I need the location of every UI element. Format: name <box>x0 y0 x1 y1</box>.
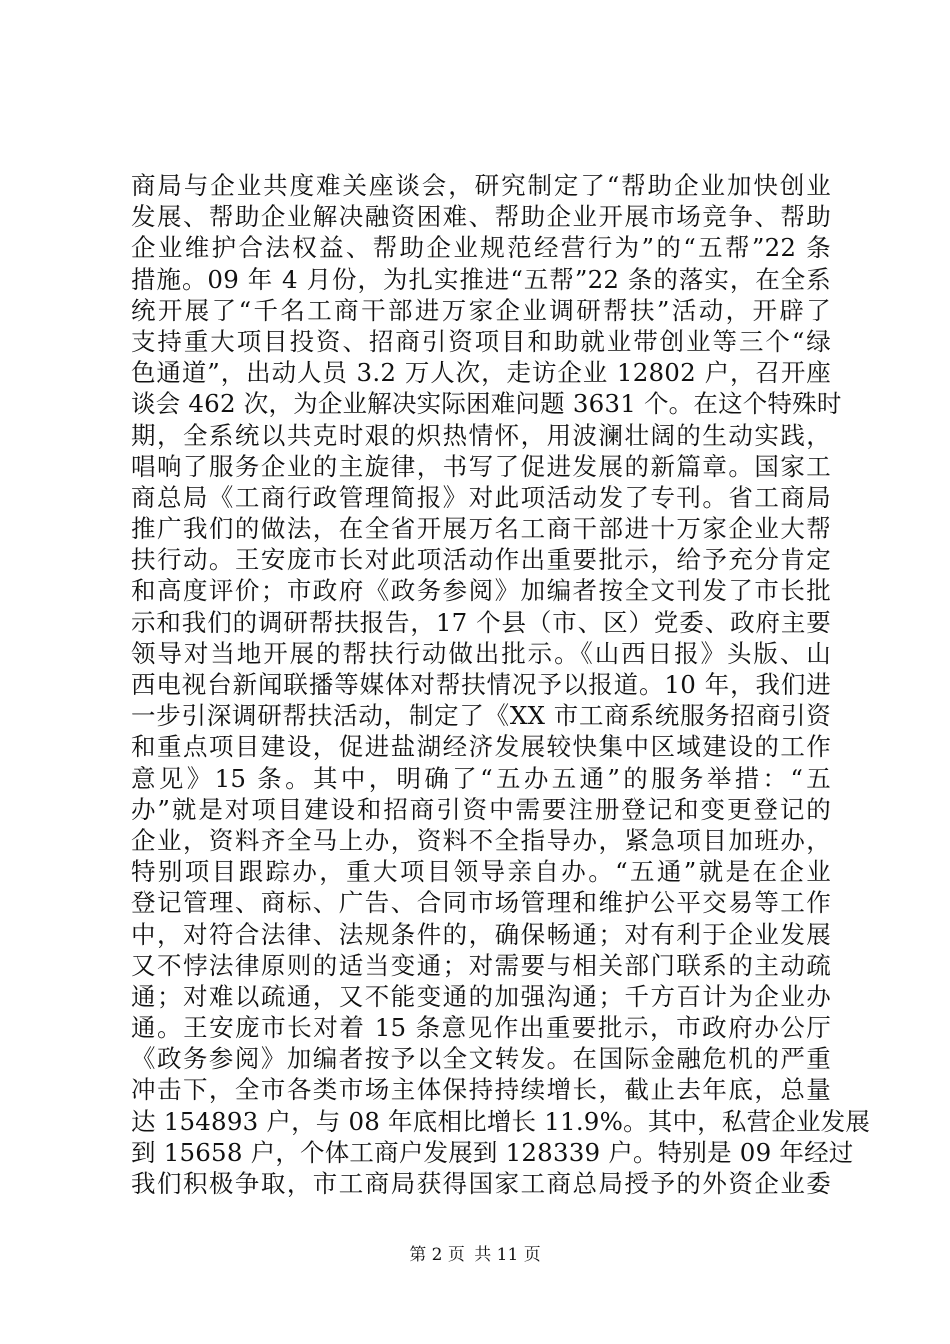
text-line: 商总局《工商行政管理简报》对此项活动发了专刊。省工商局 <box>131 482 831 512</box>
text-line: 达 154893 户，与 08 年底相比增长 11.9%。其中，私营企业发展 <box>131 1106 871 1136</box>
text-line: 期，全系统以共克时艰的炽热情怀，用波澜壮阔的生动实践， <box>131 420 831 450</box>
text-line: 支持重大项目投资、招商引资项目和助就业带创业等三个“绿 <box>131 326 831 356</box>
text-line: 唱响了服务企业的主旋律，书写了促进发展的新篇章。国家工 <box>131 451 831 481</box>
text-line: 《政务参阅》加编者按予以全文转发。在国际金融危机的严重 <box>131 1044 831 1074</box>
text-line: 我们积极争取，市工商局获得国家工商总局授予的外资企业委 <box>131 1169 831 1198</box>
text-line: 企业，资料齐全马上办，资料不全指导办，紧急项目加班办， <box>131 825 831 855</box>
text-line: 措施。09 年 4 月份，为扎实推进“五帮”22 条的落实，在全系 <box>131 264 831 294</box>
text-line: 统开展了“千名工商干部进万家企业调研帮扶”活动，开辟了 <box>131 295 831 325</box>
page-total: 共 11 页 <box>474 1245 541 1265</box>
text-line: 和高度评价；市政府《政务参阅》加编者按全文刊发了市长批 <box>131 576 831 606</box>
text-line: 色通道”，出动人员 3.2 万人次，走访企业 12802 户，召开座 <box>131 358 831 388</box>
page-number: 第 2 页 <box>409 1245 465 1265</box>
text-line: 又不悖法律原则的适当变通；对需要与相关部门联系的主动疏 <box>131 950 831 980</box>
text-line: 冲击下，全市各类市场主体保持持续增长，截止去年底，总量 <box>131 1075 831 1105</box>
text-line: 通。王安庞市长对着 15 条意见作出重要批示，市政府办公厅 <box>131 1013 831 1043</box>
text-line: 和重点项目建设，促进盐湖经济发展较快集中区域建设的工作 <box>131 732 831 762</box>
text-line: 谈会 462 次，为企业解决实际困难问题 3631 个。在这个特殊时 <box>131 389 842 419</box>
text-line: 到 15658 户，个体工商户发展到 128339 户。特别是 09 年经过 <box>131 1137 854 1167</box>
text-line: 示和我们的调研帮扶报告，17 个县（市、区）党委、政府主要 <box>131 607 831 637</box>
text-line: 一步引深调研帮扶活动，制定了《XX 市工商系统服务招商引资 <box>131 701 831 731</box>
text-line: 领导对当地开展的帮扶行动做出批示。《山西日报》头版、山 <box>131 638 831 668</box>
text-line: 通；对难以疏通，又不能变通的加强沟通；千方百计为企业办 <box>131 981 831 1011</box>
text-line: 推广我们的做法，在全省开展万名工商干部进十万家企业大帮 <box>131 514 831 544</box>
text-line: 中，对符合法律、法规条件的，确保畅通；对有利于企业发展 <box>131 919 831 949</box>
text-line: 扶行动。王安庞市长对此项活动作出重要批示，给予充分肯定 <box>131 545 831 575</box>
text-line: 办”就是对项目建设和招商引资中需要注册登记和变更登记的 <box>131 794 831 824</box>
text-line: 登记管理、商标、广告、合同市场管理和维护公平交易等工作 <box>131 888 831 918</box>
text-line: 企业维护合法权益、帮助企业规范经营行为”的“五帮”22 条 <box>131 233 831 263</box>
body-text <box>131 170 871 1199</box>
text-line: 发展、帮助企业解决融资困难、帮助企业开展市场竞争、帮助 <box>131 202 831 232</box>
text-line: 意见》15 条。其中，明确了“五办五通”的服务举措：“五 <box>131 763 831 793</box>
text-line: 商局与企业共度难关座谈会，研究制定了“帮助企业加快创业 <box>131 171 831 200</box>
text-line: 特别项目跟踪办，重大项目领导亲自办。“五通”就是在企业 <box>131 857 831 887</box>
page-footer <box>0 1244 950 1266</box>
text-line: 西电视台新闻联播等媒体对帮扶情况予以报道。10 年，我们进 <box>131 670 831 699</box>
